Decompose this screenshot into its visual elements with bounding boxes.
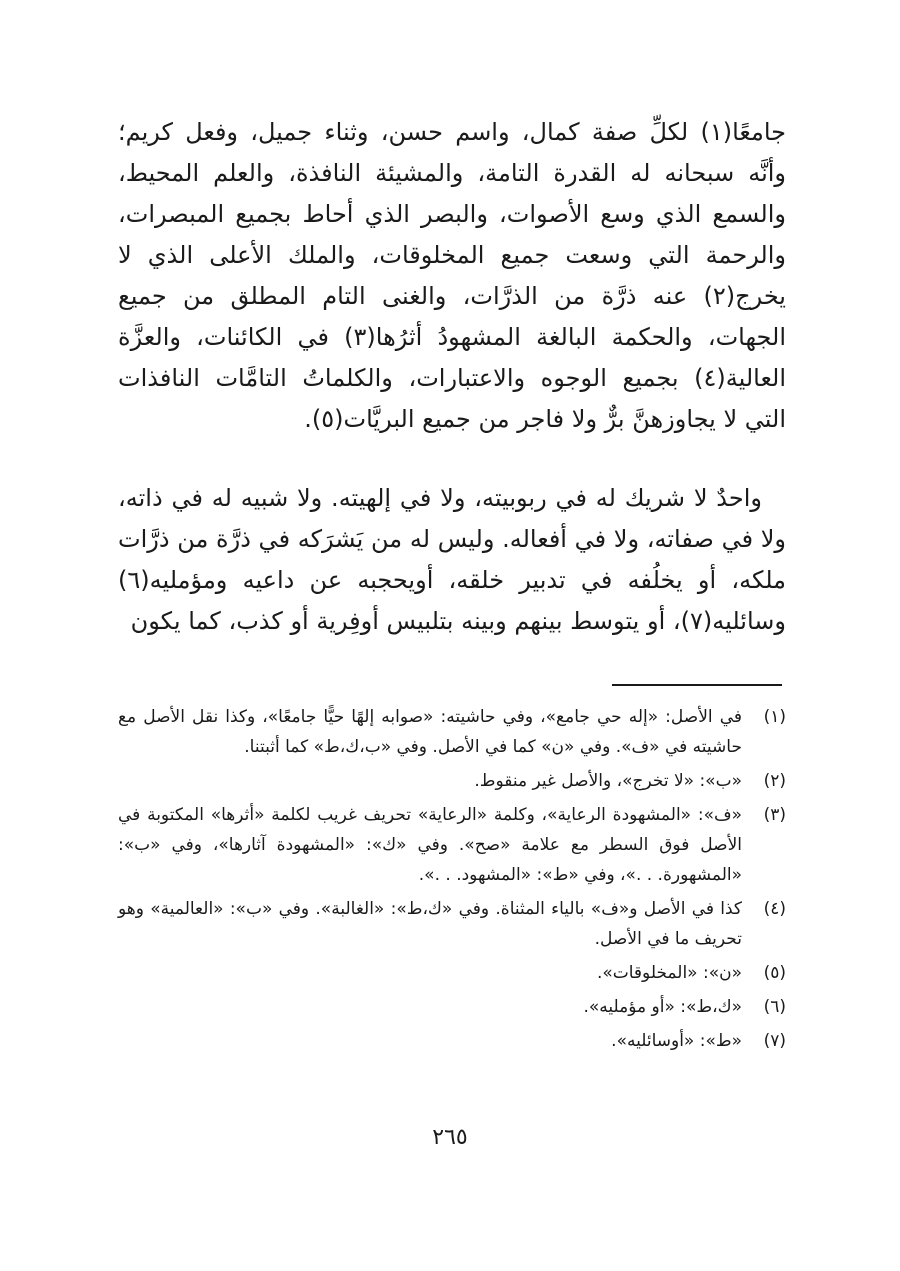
footnote-1 <box>118 702 786 762</box>
footnote-text: في الأصل: «إله حي جامع»، وفي حاشيته: «صوابه إلهًا حيًّا جامعًا»، وكذا نقل الأصل مع حاشيته في «ف». وفي «ن» كما في الأصل. وفي «ب،ك،ط» كما أثبتنا. <box>118 707 742 757</box>
footnote-5 <box>118 958 786 988</box>
footnote-text: كذا في الأصل و«ف» بالياء المثناة. وفي «ك،ط»: «الغالبة». وفي «ب»: «العالمية» وهو تحريف ما في الأصل. <box>118 899 742 949</box>
footnote-text: «ك،ط»: «أو مؤمليه». <box>583 997 742 1017</box>
footnote-number: (٥) <box>763 963 786 983</box>
footnote-number: (٧) <box>763 1031 786 1051</box>
footnote-4 <box>118 894 786 954</box>
page-number: ٢٦٥ <box>432 1125 468 1150</box>
footnote-text: «ن»: «المخلوقات». <box>596 963 742 983</box>
footnotes-section <box>118 702 786 1060</box>
footnote-text: «ف»: «المشهودة الرعاية»، وكلمة «الرعاية» تحريف غريب لكلمة «أثرها» المكتوبة في الأصل فوق السطر مع علامة «صح». وفي «ك»: «المشهودة آثارها»، وفي «ب»: «المشهورة. . .»، وفي «ط»: «المشهود. . .». <box>118 805 742 885</box>
main-text-block <box>118 112 786 642</box>
footnote-number: (٣) <box>763 805 786 825</box>
footnote-divider <box>612 684 782 686</box>
main-paragraph-1: جامعًا(١) لكلِّ صفة كمال، واسم حسن، وثناء جميل، وفعل كريم؛ وأنَّه سبحانه له القدرة التامة، والمشيئة النافذة، والعلم المحيط، والسمع الذي وسع الأصوات، والبصر الذي أحاط بجميع المبصرات، والرحمة التي وسعت جميع المخلوقات، والملك الأعلى الذي لا يخرج(٢) عنه ذرَّة من الذرَّات، والغنى التام المطلق من جميع الجهات، والحكمة البالغة المشهودُ أثرُها(٣) في الكائنات، والعزَّة العالية(٤) بجميع الوجوه والاعتبارات، والكلماتُ التامَّات النافذات التي لا يجاوزهنَّ برٌّ ولا فاجر من جميع البريَّات(٥). <box>118 118 787 433</box>
footnote-number: (١) <box>763 707 786 727</box>
footnote-number: (٢) <box>763 771 786 791</box>
footnote-6 <box>118 992 786 1022</box>
main-paragraph-2: واحدٌ لا شريك له في ربوبيته، ولا في إلهيته. ولا شبيه له في ذاته، ولا في صفاته، ولا في أفعاله. وليس له من يَشرَكه في ذرَّة من ذرَّات ملكه، أو يخلُفه في تدبير خلقه، أويحجبه عن داعيه ومؤمليه(٦) وسائليه(٧)، أو يتوسط بينهم وبينه بتلبيس أوفِرية أو كذب، كما يكون <box>118 484 786 635</box>
footnote-7 <box>118 1026 786 1056</box>
footnote-text: «ط»: «أوسائليه». <box>611 1031 742 1051</box>
footnote-3 <box>118 800 786 890</box>
footnote-number: (٤) <box>763 899 786 919</box>
footnote-2 <box>118 766 786 796</box>
footnote-text: «ب»: «لا تخرج»، والأصل غير منقوط. <box>474 771 742 791</box>
footnote-number: (٦) <box>763 997 786 1017</box>
